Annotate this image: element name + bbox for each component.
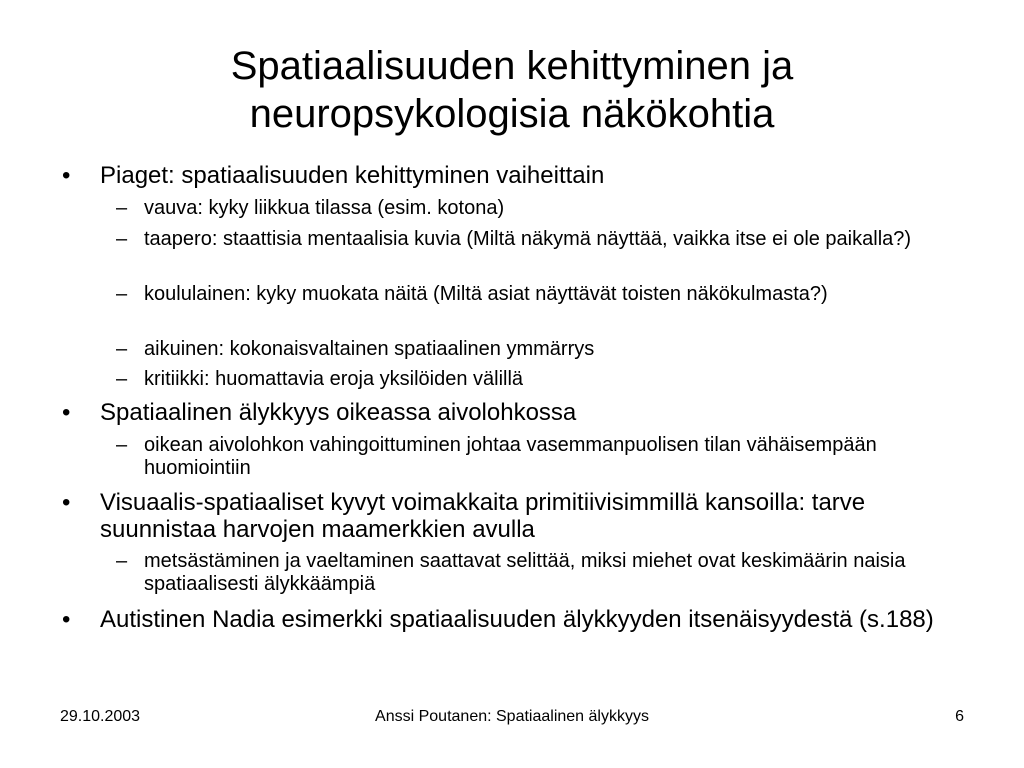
bullet-dot-icon: • [62, 606, 71, 633]
sub-bullet-text: kritiikki: huomattavia eroja yksilöiden välillä [144, 368, 524, 390]
bullet-item [62, 162, 980, 189]
sub-bullet-text: taapero: staattisia mentaalisia kuvia (Miltä näkymä näyttää, vaikka itse ei ole paikalla?) [144, 228, 912, 250]
sub-bullet-item [116, 550, 954, 596]
sub-bullet-item [116, 434, 954, 480]
page-number: 6 [955, 708, 964, 725]
dash-icon: – [116, 283, 128, 305]
sub-bullet-item [116, 368, 954, 391]
bullet-dot-icon: • [62, 489, 71, 516]
sub-bullet-item [116, 197, 954, 220]
bullet-item [62, 606, 980, 633]
dash-icon: – [116, 338, 128, 360]
sub-bullet-item [116, 283, 954, 306]
bullet-dot-icon: • [62, 399, 71, 426]
sub-bullet-text: vauva: kyky liikkua tilassa (esim. kotona) [144, 197, 505, 219]
sub-bullet-text: metsästäminen ja vaeltaminen saattavat selittää, miksi miehet ovat keskimäärin naisia spatiaalisesti älykkäämpiä [144, 550, 906, 595]
sub-bullet-item [116, 338, 954, 361]
bullet-text: Visuaalis-spatiaaliset kyvyt voimakkaita primitiivisimmillä kansoilla: tarve suunnistaa harvojen maamerkkien avulla [100, 489, 866, 543]
dash-icon: – [116, 228, 128, 250]
slide-title [0, 42, 1024, 138]
bullet-text: Spatiaalinen älykkyys oikeassa aivolohkossa [100, 399, 577, 426]
slide-title-line-1: Spatiaalisuuden kehittyminen ja [230, 44, 794, 88]
bullet-text: Piaget: spatiaalisuuden kehittyminen vaiheittain [100, 162, 605, 189]
bullet-item [62, 399, 980, 426]
footer-title: Anssi Poutanen: Spatiaalinen älykkyys [375, 708, 649, 725]
dash-icon: – [116, 550, 128, 572]
footer-date: 29.10.2003 [60, 708, 141, 725]
dash-icon: – [116, 434, 128, 456]
sub-bullet-text: koululainen: kyky muokata näitä (Miltä asiat näyttävät toisten näkökulmasta?) [144, 283, 828, 305]
bullet-text: Autistinen Nadia esimerkki spatiaalisuuden älykkyyden itsenäisyydestä (s.188) [100, 606, 934, 633]
bullet-dot-icon: • [62, 162, 71, 189]
bullet-item [62, 489, 980, 543]
dash-icon: – [116, 197, 128, 219]
sub-bullet-text: oikean aivolohkon vahingoittuminen johtaa vasemmanpuolisen tilan vähäisempään huomiointiin [144, 434, 877, 479]
sub-bullet-text: aikuinen: kokonaisvaltainen spatiaalinen ymmärrys [144, 338, 595, 360]
sub-bullet-item [116, 228, 954, 251]
dash-icon: – [116, 368, 128, 390]
slide-title-line-2: neuropsykologisia näkökohtia [249, 92, 775, 136]
